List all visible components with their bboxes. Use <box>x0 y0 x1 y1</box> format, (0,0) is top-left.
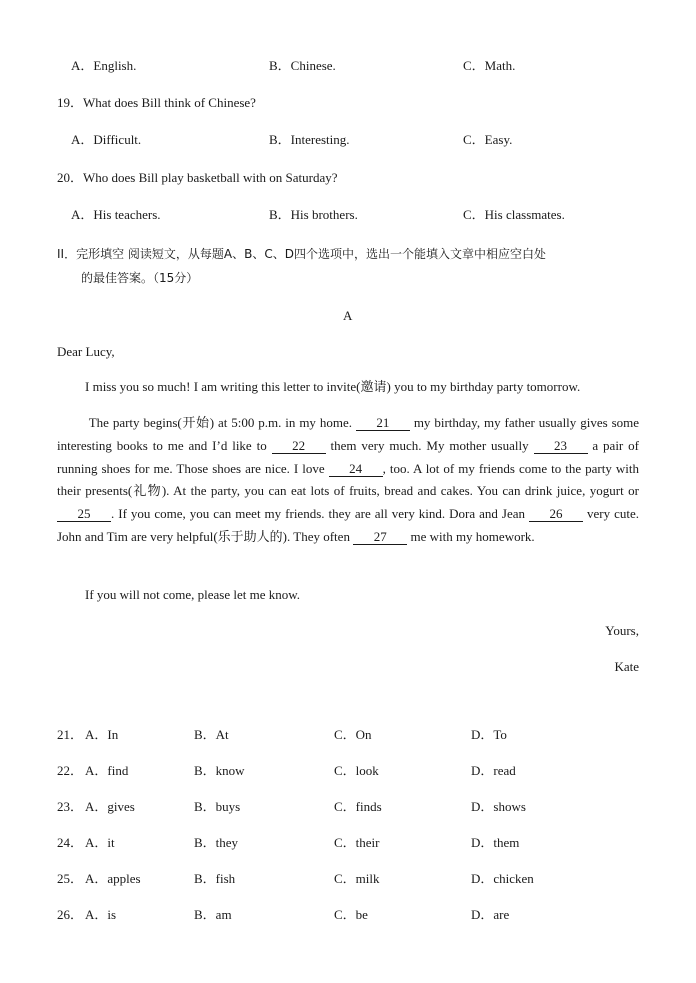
q20-option-a: A．His teachers. <box>71 207 161 222</box>
passage-text: me with my homework. <box>407 528 535 544</box>
passage-text: them very much. My mother usually <box>325 437 534 453</box>
q19-option-c: C．Easy. <box>463 132 513 147</box>
option-b: B．fish <box>194 871 236 886</box>
q18-option-c: C．Math. <box>463 58 516 73</box>
option-b: B．know <box>194 763 245 778</box>
option-row-number: 23． <box>57 799 84 814</box>
option-row-number: 26． <box>57 907 84 922</box>
option-c: C．look <box>334 763 379 778</box>
option-b: B．buys <box>194 799 241 814</box>
option-a: A．In <box>85 727 119 742</box>
option-b: B．they <box>194 835 239 850</box>
letter-paragraph-2 <box>57 412 639 549</box>
option-c: C．milk <box>334 871 380 886</box>
answer-blank-26: 26 <box>529 507 583 522</box>
option-a: A．it <box>85 835 115 850</box>
answer-blank-27: 27 <box>353 530 407 545</box>
q20-option-b: B．His brothers. <box>269 207 358 222</box>
passage-text: a pair of running shoes for me. Those shoes are nice. I love <box>57 437 639 476</box>
q20-stem: 20．Who does Bill play basketball with on Saturday? <box>57 170 338 185</box>
q19-option-a: A．Difficult. <box>71 132 142 147</box>
letter-paragraph-1: I miss you so much! I am writing this letter to invite(邀请) you to my birthday party tomorrow. <box>85 379 581 394</box>
option-row-number: 21． <box>57 727 84 742</box>
letter-closing: Yours, <box>605 623 639 638</box>
passage-text: . If you come, you can meet my friends. they are all very kind. Dora and Jean <box>111 506 529 522</box>
option-d: D．are <box>471 907 510 922</box>
option-a: A．gives <box>85 799 135 814</box>
q19-option-b: B．Interesting. <box>269 132 350 147</box>
q19-stem: 19．What does Bill think of Chinese? <box>57 95 256 110</box>
letter-paragraph-3: If you will not come, please let me know. <box>85 587 301 602</box>
option-c: C．On <box>334 727 372 742</box>
answer-blank-24: 24 <box>329 462 383 477</box>
option-b: B．At <box>194 727 229 742</box>
section2-heading-line1: II．完形填空 阅读短文，从每题A、B、C、D四个选项中，选出一个能填入文章中相应空白处 <box>57 247 546 261</box>
passage-text: my birthday, my father usually gives some interesting books to me and I’d like to <box>57 415 640 453</box>
option-d: D．To <box>471 727 507 742</box>
answer-blank-23: 23 <box>534 439 588 454</box>
q18-option-b: B．Chinese. <box>269 58 336 73</box>
option-row-number: 25． <box>57 871 84 886</box>
option-b: B．am <box>194 907 232 922</box>
option-c: C．finds <box>334 799 382 814</box>
passage-text: , too. A lot of my friends come to the party with their presents(礼物). At the party, you can eat lots of fruits, bread and cakes. You can drink juice, yogurt or <box>57 460 639 499</box>
passage-text: The party begins(开始) at 5:00 p.m. in my home. <box>88 415 356 430</box>
option-d: D．read <box>471 763 516 778</box>
passage-text: very cute. John and Tim are very helpful(乐于助人的). They often <box>57 506 639 544</box>
option-d: D．shows <box>471 799 526 814</box>
option-a: A．find <box>85 763 129 778</box>
q20-option-c: C．His classmates. <box>463 207 565 222</box>
passage-label: A <box>343 308 353 323</box>
option-row-number: 22． <box>57 763 84 778</box>
option-a: A．is <box>85 907 117 922</box>
letter-greeting: Dear Lucy, <box>57 344 115 359</box>
option-row-number: 24． <box>57 835 84 850</box>
option-c: C．be <box>334 907 368 922</box>
option-c: C．their <box>334 835 380 850</box>
q18-option-a: A．English. <box>71 58 137 73</box>
option-d: D．them <box>471 835 520 850</box>
option-d: D．chicken <box>471 871 534 886</box>
letter-signature: Kate <box>614 659 639 674</box>
section2-heading-line2: 的最佳答案。（15分） <box>81 271 199 285</box>
answer-blank-21: 21 <box>356 416 410 431</box>
option-a: A．apples <box>85 871 141 886</box>
answer-blank-25: 25 <box>57 507 111 522</box>
answer-blank-22: 22 <box>272 439 326 454</box>
